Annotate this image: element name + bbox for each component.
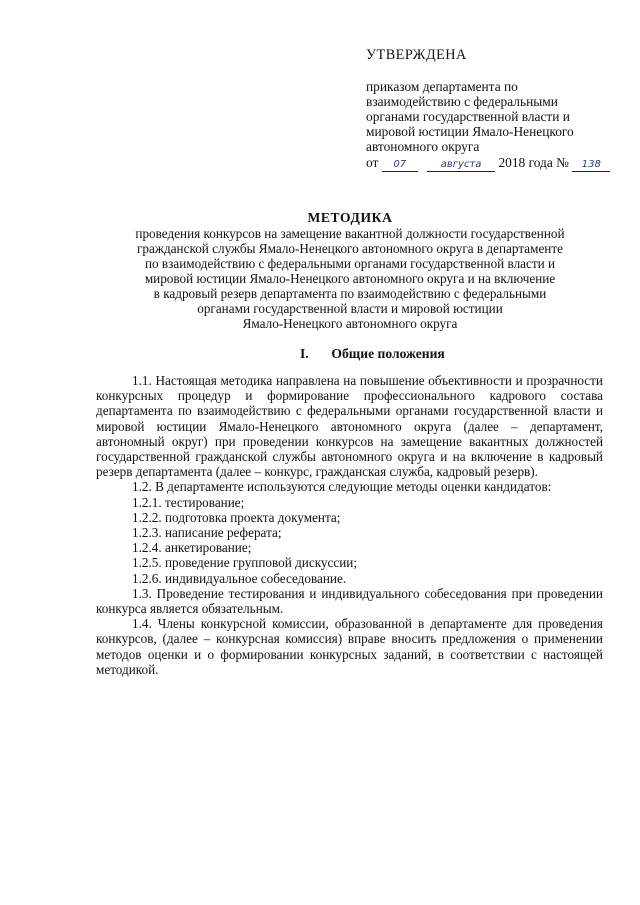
paragraph-1-2: 1.2. В департаменте используются следующие методы оценки кандидатов:: [132, 479, 552, 495]
order-date-line: [366, 155, 616, 172]
subtitle-line: по взаимодействию с федеральными органами государственной власти и: [144, 256, 556, 271]
subtitle-line: Ямало-Ненецкого автономного округа: [242, 316, 458, 331]
subtitle-line: органами государственной власти и мировой юстиции: [197, 301, 503, 316]
order-line: мировой юстиции Ямало-Ненецкого: [366, 124, 574, 139]
method-item: 1.2.1. тестирование;: [132, 494, 245, 510]
document-title: МЕТОДИКА: [307, 210, 393, 225]
method-item: 1.2.6. индивидуальное собеседование.: [132, 570, 347, 586]
subtitle-line: мировой юстиции Ямало-Ненецкого автономного округа и на включение: [144, 271, 556, 286]
subtitle-line: проведения конкурсов на замещение вакантной должности государственной: [135, 226, 565, 241]
handwritten-order-number: 138: [572, 158, 610, 172]
subtitle-line: гражданской службы Ямало-Ненецкого автономного округа в департаменте: [137, 241, 563, 256]
method-item: 1.2.3. написание реферата;: [132, 525, 282, 541]
section-number: I.: [300, 346, 309, 361]
paragraph-1-1: 1.1. Настоящая методика направлена на повышение объективности и прозрачности конкурсных процедур и формирование профессионального кадрового состава департамента по взаимодействию с федеральными органами государственной власти и мировой юстиции Ямало-Ненецкого автономного округа (далее – департамент, автономный округ) при проведении конкурсов на замещение вакантных должностей государственной гражданской службы автономного округа и на включение в кадровый резерв департамента (далее – конкурс, гражданская служба, кадровый резерв).: [96, 373, 603, 480]
method-item: 1.2.5. проведение групповой дискуссии;: [132, 555, 358, 571]
document-body: [96, 373, 603, 677]
section-title: Общие положения: [331, 346, 445, 361]
order-line: приказом департамента по: [366, 79, 518, 94]
section-heading: [300, 346, 445, 362]
paragraph-1-4: 1.4. Члены конкурсной комиссии, образованной в департаменте для проведения конкурсов, (далее – конкурсная комиссия) вправе вносить предложения о применении методов оценки и о формировании конкурсных заданий, в соответствии с настоящей методикой.: [96, 616, 603, 677]
document-subtitle: [82, 226, 618, 331]
method-item: 1.2.2. подготовка проекта документа;: [132, 509, 341, 525]
method-item: 1.2.4. анкетирование;: [132, 540, 252, 556]
approval-block: [366, 48, 616, 172]
order-line: органами государственной власти и: [366, 109, 570, 124]
paragraph-1-3: 1.3. Проведение тестирования и индивидуального собеседования при проведении конкурса является обязательным.: [96, 585, 603, 617]
handwritten-day: 07: [382, 158, 418, 172]
date-year: 2018 года №: [498, 155, 569, 170]
date-prefix: от: [366, 155, 379, 170]
approval-title: УТВЕРЖДЕНА: [366, 47, 467, 63]
order-line: взаимодействию с федеральными: [366, 94, 558, 109]
handwritten-month: августа: [427, 158, 495, 172]
subtitle-line: в кадровый резерв департамента по взаимодействию с федеральными: [153, 286, 547, 301]
order-line: автономного округа: [366, 139, 480, 154]
